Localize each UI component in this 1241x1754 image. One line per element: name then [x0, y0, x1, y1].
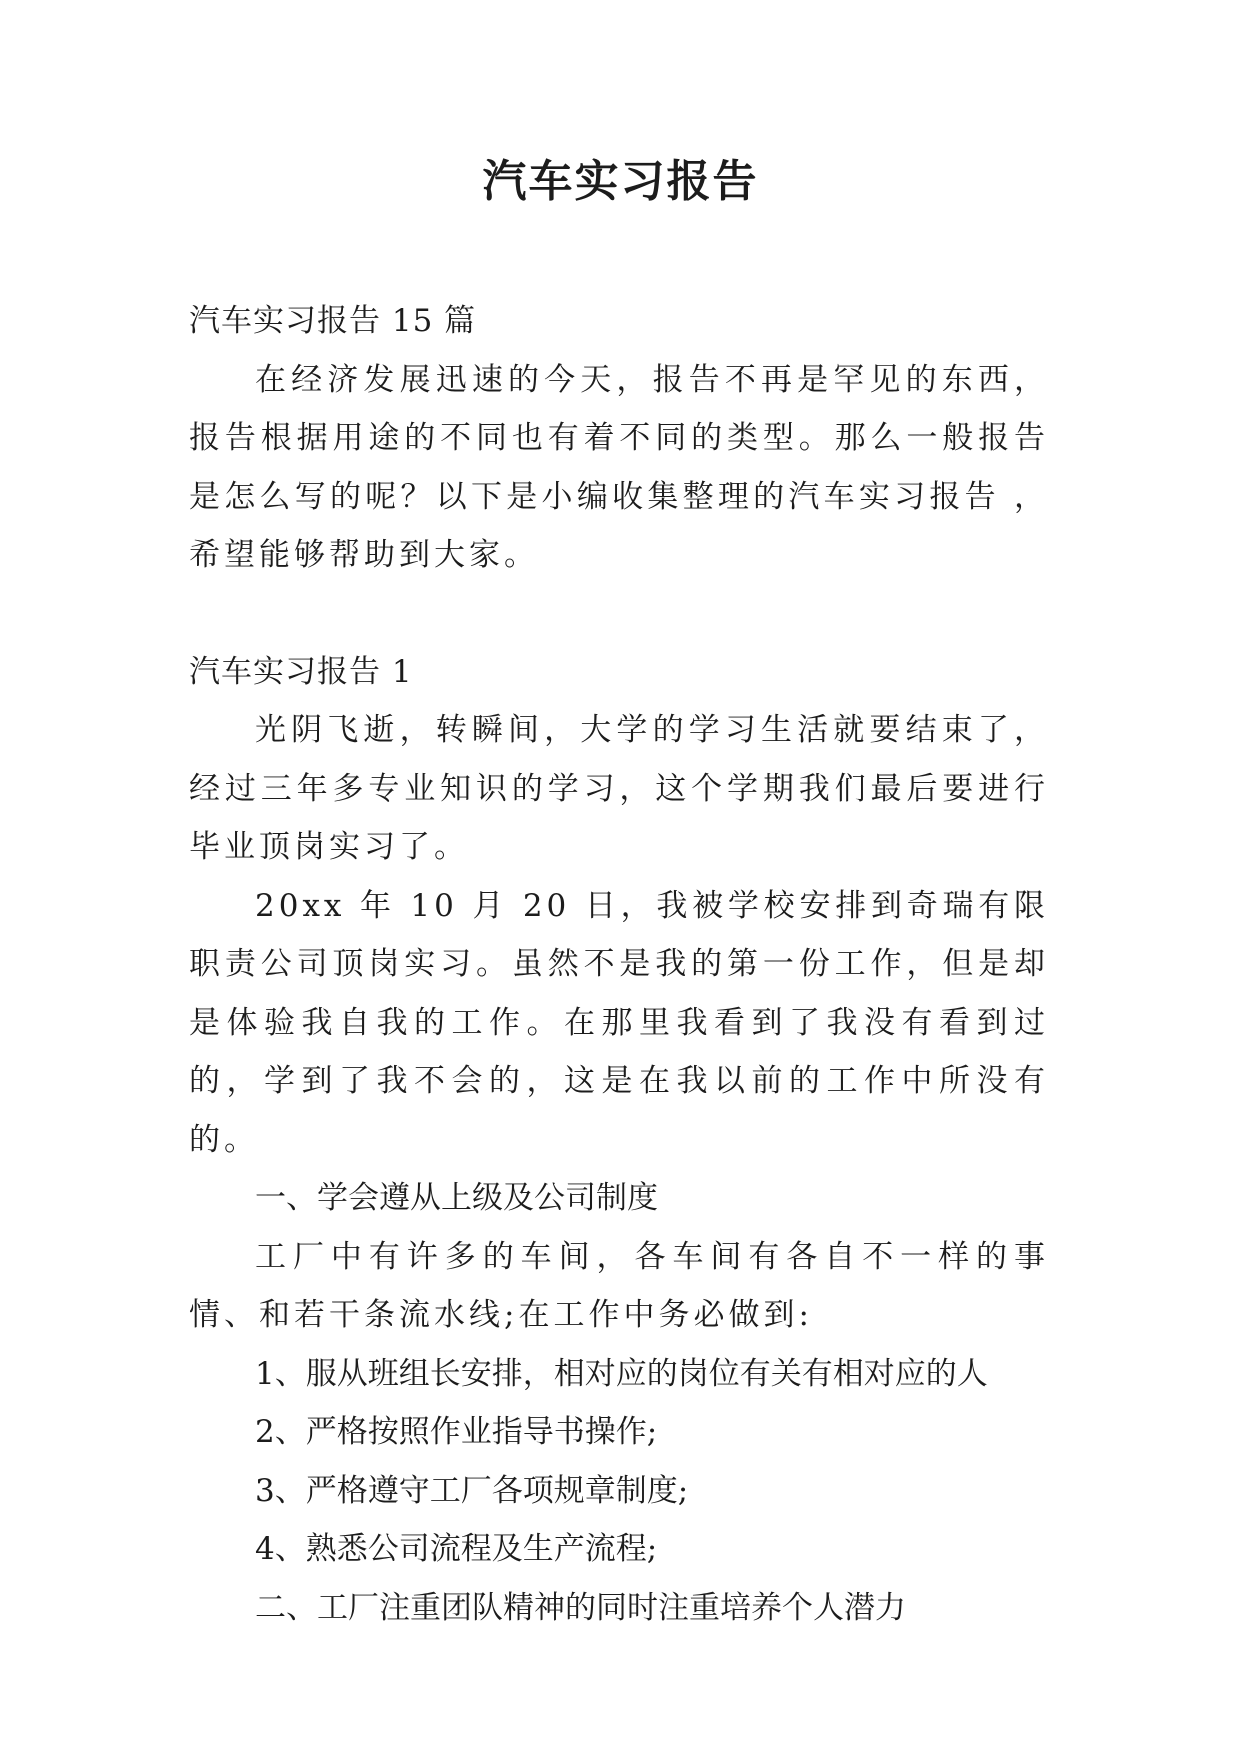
intro-paragraph: 在经济发展迅速的今天，报告不再是罕见的东西，报告根据用途的不同也有着不同的类型。那么一般报告是怎么写的呢？以下是小编收集整理的汽车实习报告 ，希望能够帮助到大家。: [189, 361, 1049, 573]
document-title: 汽车实习报告: [482, 156, 759, 207]
document-body: [189, 292, 1049, 1637]
body-paragraph: 20xx 年 10 月 20 日，我被学校安排到奇瑞有限职责公司顶岗实习。虽然不是我的第一份工作，但是却是体验我自我的工作。在那里我看到了我没有看到过的，学到了我不会的，这是在我以前的工作中所没有的。: [189, 887, 1049, 1158]
section-heading: 汽车实习报告 1: [189, 653, 413, 690]
list-item: 1、服从班组长安排，相对应的岗位有关有相对应的人: [255, 1355, 988, 1392]
body-paragraph: 光阴飞逝，转瞬间，大学的学习生活就要结束了，经过三年多专业知识的学习，这个学期我们最后要进行毕业顶岗实习了。: [189, 712, 1049, 865]
list-item: 3、严格遵守工厂各项规章制度;: [255, 1472, 689, 1509]
list-heading: 一、学会遵从上级及公司制度: [255, 1180, 658, 1216]
list-item: 2、严格按照作业指导书操作;: [255, 1414, 658, 1450]
section-spacer: [189, 585, 1049, 643]
body-paragraph: 工厂中有许多的车间，各车间有各自不一样的事情、和若干条流水线;在工作中务必做到:: [189, 1238, 1049, 1333]
list-heading: 二、工厂注重团队精神的同时注重培养个人潜力: [255, 1589, 906, 1626]
subtitle-line: 汽车实习报告 15 篇: [189, 303, 477, 339]
list-item: 4、熟悉公司流程及生产流程;: [255, 1531, 658, 1567]
